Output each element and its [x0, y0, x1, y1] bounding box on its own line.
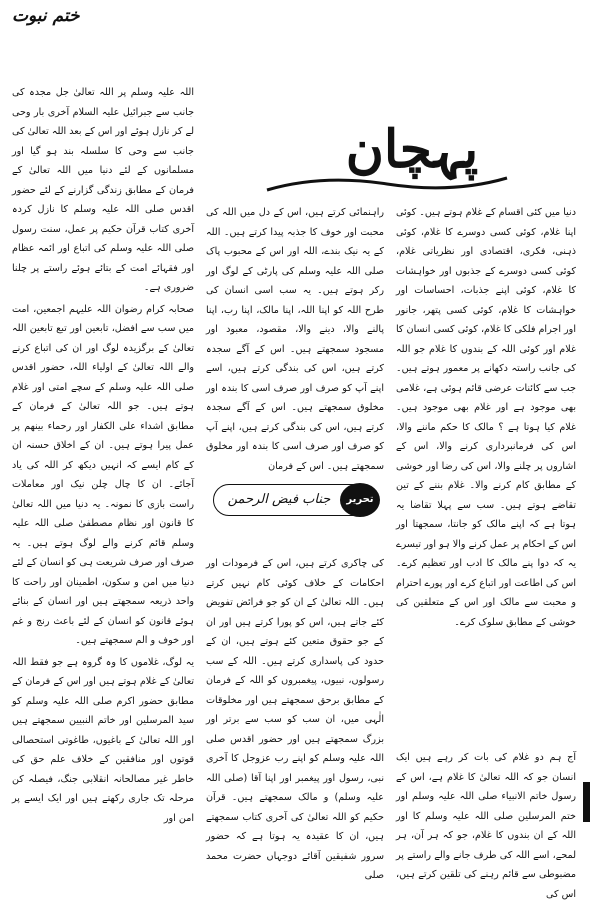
- byline-label-badge: تحریر: [340, 483, 380, 517]
- column-right-bottom: [396, 748, 576, 900]
- column-left: [12, 83, 194, 849]
- paragraph: راہنمائی کرتے ہیں، اس کے دل میں اللہ کی محبت اور خوف کا جذبہ پیدا کرتے ہیں۔ اللہ کے یہ نیک بندے، اللہ اور اس کے محبوب پاک صلی اللہ علیہ وسلم کی پارٹی کے لوگ اور رکر ہوتے ہیں۔ یہ سب اسی انسان کی طرح اللہ کو اپنا اللہ، اپنا مالک، اپنا رب، اپنا پالنے والا، دینے والا، مقصود، معبود اور مسجود سمجھتے ہیں۔ اس کے آگے سجدہ کرتے ہیں، اس کی بندگی کرتے ہیں، اسے اپنے آپ کو صرف اور صرف اسی کا بندہ اور مخلوق سمجھتے ہیں۔ اس کے آگے سجدہ کرتے ہیں، اس کی بندگی کرتے ہیں، اپنے آپ کو صرف اور صرف اسی کا بندہ اور مخلوق سمجھتے ہیں۔ اس کے فرمان: [206, 207, 384, 472]
- author-byline: [213, 484, 379, 516]
- page-edge-marker: [583, 782, 590, 822]
- paragraph: یہ لوگ، غلاموں کا وہ گروہ ہے جو فقط اللہ تعالیٰ کے غلام ہوتے ہیں اور اس کے فرمان کے مطابق حضور اکرم صلی اللہ علیہ وسلم کو سید المرسلین اور خاتم النبیین سمجھتے ہیں اور اللہ تعالیٰ کے باغیوں، طاغوتی استحصالی قوتوں اور منافقین کے خلاف علم حق کی خاطر غیر مصالحانہ انقلابی جنگ، فیصلہ کن مرحلہ تک جاری رکھتے ہیں اور ایک ایسے پر امن اور: [12, 656, 194, 824]
- title-swash-decoration: [262, 172, 512, 196]
- author-name: جناب فیض الرحمن: [227, 492, 331, 507]
- paragraph: کی چاکری کرتے ہیں، اس کے فرمودات اور احکامات کے خلاف کوئی کام نہیں کرتے ہیں۔ اللہ تعالیٰ کے ان کو جو فرائض تفویض کئے جاتے ہیں، اس کو پورا کرتے ہیں اور ان کے جو حقوق متعین کئے ہوتے ہیں، ان کے حدود کی پاسداری کرتے ہیں۔ اللہ کے سب رسولوں، نبیوں، پیغمبروں کو اللہ کے فرمان کے مطابق برحق سمجھتے ہیں اور مخلوقات الٰہی میں، ان سب کو سب سے برتر اور بزرگ سمجھتے ہیں اور حضور اقدس صلی اللہ علیہ وسلم کو اپنے رب عزوجل کا آخری نبی، رسول اور پیغمبر اور اپنا آقا (صلی اللہ علیہ وسلم) و مالک سمجھتے ہیں۔ قرآن حکیم کو اللہ تعالیٰ کی آخری کتاب سمجھتے ہیں، ان کا عقیدہ یہ ہوتا ہے کہ حضور سرور شفیقین آقائے دوجہاں حضرت محمد صلی: [206, 558, 384, 881]
- paragraph: صحابہ کرام رضوان اللہ علیہم اجمعین، امت میں سب سے افضل، تابعین اور تبع تابعین اللہ تعالیٰ کے برگزیدہ لوگ اور ان کی اتباع کرنے والے اللہ تعالیٰ کے اولیاء اللہ، حضور اقدس صلی اللہ علیہ وسلم کے سچے امتی اور غلام ہوتے ہیں۔ جو اللہ تعالیٰ کے فرمان کے مطابق اشداء علی الکفار اور رحماء بینھم پر عمل پیرا ہوتے ہیں۔ ان کے اخلاق حسنہ ان کے کام ایسے کہ انہیں دیکھ کر اللہ کی یاد آجائے۔ ان کا چال چلن نیک اور معاملات راست بازی کا نمونہ۔ یہ دنیا میں اللہ تعالیٰ کا قانون اور نظام مصطفیٰ صلی اللہ علیہ وسلم قائم کرنے والے لوگ ہوتے ہیں۔ یہ صرف اور صرف شریعت ہی کو انسان کے لئے دنیا میں امن و سکون، اطمینان اور راحت کا واحد ذریعہ سمجھتے ہیں اور انسان کے بنائے ہوئے قانون کو انسان کے لئے باعث رنج و غم اور خوف و الم سمجھتے ہیں۔: [12, 303, 194, 646]
- article-title: پہچان: [345, 119, 479, 180]
- column-middle: [206, 203, 384, 881]
- paragraph: دنیا میں کئی اقسام کے غلام ہوتے ہیں۔ کوئی اپنا غلام، کوئی کسی دوسرے کا غلام، کوئی ذہنی، فکری، اقتصادی اور نظریاتی غلام، کوئی کسی دوسرے کے جذبوں اور خواہشات کا غلام، کوئی اپنے جذبات، احساسات اور خواہشات کا غلام، کوئی کسی پتھر، جانور اور اجرام فلکی کا غلام، کوئی کسی انسان کا غلام اور کوئی اللہ کے بندوں کا غلام جو اللہ کی جانب راستہ دکھانے پر معمور ہوتے ہیں۔ جب سے کائنات عرضی قائم ہوئی ہے، غلامی بھی موجود ہے اور غلام بھی موجود ہیں۔ غلام کیا ہوتا ہے ؟ مالک کا حکم ماننے والا، اس کی فرمانبرداری کرنے والا، اس کے اشاروں پر چلنے والا، اس کی رضا اور خوشی کے مطابق کام کرنے والا۔ غلام بننے کے تین تقاضے ہوتے ہیں۔ سب سے پہلا تقاضا یہ ہوتا ہے کہ اپنے مالک کو جانتا، سمجھتا اور اس کے احکام پر عمل کرنے والا ہو اور تیسرے یہ کہ دوا پنے مالک کا ادب اور تعظیم کرے۔ اس کی اطاعت اور اتباع کرے اور پورے احترام و محبت سے مالک اور اس کے متعلقین کی خوشی کے مطابق سلوک کرے۔: [396, 207, 576, 628]
- header-logo: ختم نبوت: [12, 6, 80, 26]
- paragraph: آج ہم دو غلام کی بات کر رہے ہیں ایک انسان جو کہ اللہ تعالیٰ کا غلام ہے، اس کے رسول خاتم الانبیاء صلی اللہ علیہ وسلم اور ختم المرسلین صلی اللہ علیہ وسلم کا اور اللہ کے ان بندوں کا غلام، جو کہ ہر آن، ہر لمحے، اسے اللہ کی طرف جانے والے راستے پر مضبوطی سے قائم رہنے کی تلقین کرتے ہیں، اس کی: [396, 752, 576, 900]
- column-right: [396, 203, 576, 763]
- paragraph: اللہ علیہ وسلم پر اللہ تعالیٰ جل مجدہ کی جانب سے جبرائیل علیہ السلام آخری بار وحی لے کر نازل ہوئے اور اس کے بعد اللہ تعالیٰ کی جانب سے وحی کا سلسلہ بند ہو گیا اور مسلمانوں کے لئے دنیا میں اللہ تعالیٰ کے فرمان کے مطابق زندگی گزارنے کے لئے حضور اقدس صلی اللہ علیہ وسلم کا نازل کردہ آخری کتاب قرآن حکیم پر عمل، سنت رسول صلی اللہ علیہ وسلم کی اتباع اور ائمہ عظام اور فقہائے امت کے بتائے ہوئے راستے پر چلنا ضروری ہے۔: [12, 87, 194, 293]
